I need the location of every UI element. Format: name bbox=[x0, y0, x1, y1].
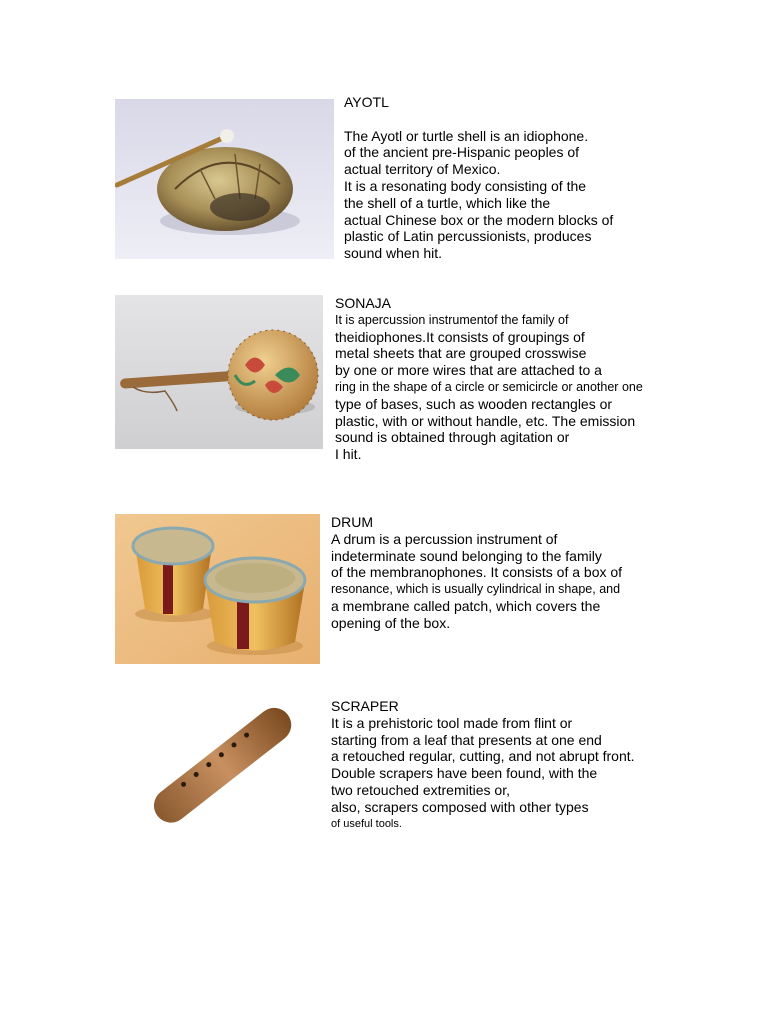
text-line: indeterminate sound belonging to the family bbox=[331, 547, 602, 564]
ayotl-image bbox=[115, 99, 334, 259]
text-line: It is a prehistoric tool made from flint or bbox=[331, 714, 573, 731]
text-line: metal sheets that are grouped crosswise bbox=[335, 345, 587, 362]
text-line: also, scrapers composed with other types bbox=[331, 798, 589, 815]
text-line: of the ancient pre-Hispanic peoples of bbox=[344, 144, 580, 161]
section-ayotl bbox=[344, 94, 613, 262]
scraper-image bbox=[130, 680, 310, 852]
drum-image bbox=[115, 514, 320, 664]
text-line: sound when hit. bbox=[344, 245, 443, 262]
text-line: I hit. bbox=[335, 446, 362, 463]
text-line: It is apercussion instrumentof the family of bbox=[335, 312, 569, 327]
text-line: a membrane called patch, which covers the bbox=[331, 597, 601, 614]
text-line: starting from a leaf that presents at one end bbox=[331, 731, 602, 748]
text-line: opening of the box. bbox=[331, 614, 451, 631]
text-line: by one or more wires that are attached to a bbox=[335, 362, 602, 379]
section-drum bbox=[331, 514, 622, 632]
text-line: two retouched extremities or, bbox=[331, 781, 510, 798]
text-line: plastic, with or without handle, etc. The emission bbox=[335, 412, 636, 429]
text-line: actual Chinese box or the modern blocks of bbox=[344, 211, 614, 228]
text-line: It is a resonating body consisting of the bbox=[344, 177, 587, 194]
text-line: type of bases, such as wooden rectangles or bbox=[335, 395, 613, 412]
text-line: actual territory of Mexico. bbox=[344, 161, 501, 178]
text-line: ring in the shape of a circle or semicircle or another one bbox=[335, 379, 643, 394]
text-line: resonance, which is usually cylindrical in shape, and bbox=[331, 582, 621, 597]
text-line: A drum is a percussion instrument of bbox=[331, 530, 558, 547]
text-line: of the membranophones. It consists of a box of bbox=[331, 564, 623, 581]
text-line: the shell of a turtle, which like the bbox=[344, 194, 551, 211]
text-line: Double scrapers have been found, with the bbox=[331, 765, 598, 782]
text-line: The Ayotl or turtle shell is an idiophone. bbox=[344, 127, 589, 144]
text-line: theidiophones.It consists of groupings of bbox=[335, 328, 585, 345]
section-title: SCRAPER bbox=[331, 698, 399, 714]
section-title: AYOTL bbox=[344, 94, 389, 110]
text-line: of useful tools. bbox=[331, 817, 402, 830]
section-sonaja bbox=[335, 295, 643, 463]
text-line: sound is obtained through agitation or bbox=[335, 429, 570, 446]
sonaja-image bbox=[115, 295, 323, 449]
section-scraper bbox=[331, 698, 635, 832]
section-title: SONAJA bbox=[335, 295, 392, 311]
text-line: a retouched regular, cutting, and not abrupt front. bbox=[331, 748, 635, 765]
section-title: DRUM bbox=[331, 514, 373, 530]
text-line: plastic of Latin percussionists, produces bbox=[344, 228, 592, 245]
